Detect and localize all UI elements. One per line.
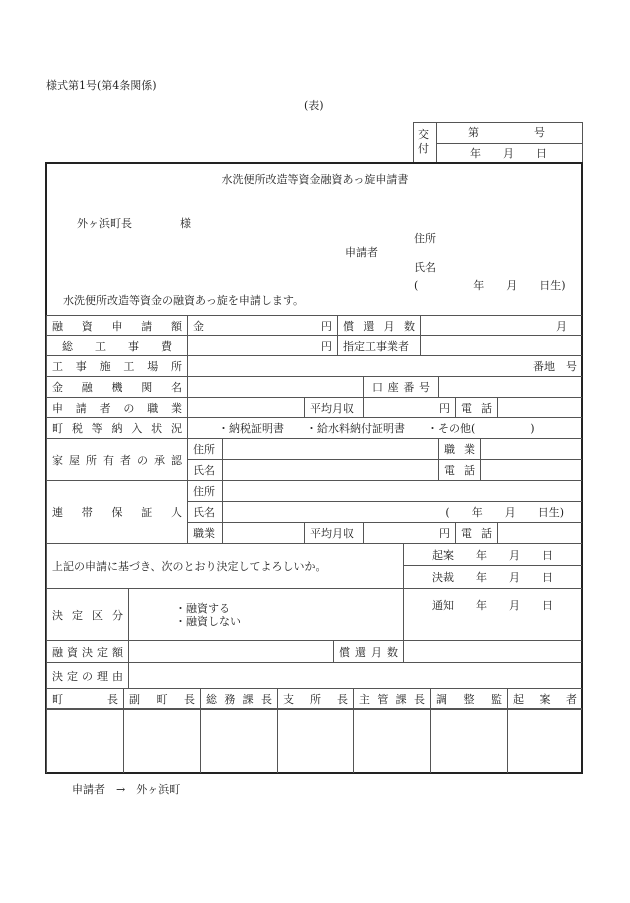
income-label: 平均月収 (304, 397, 363, 417)
repay-months-label: 償還月数 (337, 315, 420, 335)
loan-amount-field[interactable]: 金 円 (187, 315, 337, 335)
owner-address-label: 住所 (187, 438, 222, 459)
approver-header: 町長 (46, 688, 123, 708)
account-field[interactable] (438, 376, 582, 397)
approver-header: 主管課長 (353, 688, 430, 708)
phone-label: 電話 (455, 397, 497, 417)
tax-status-label: 町税等納入状況 (46, 417, 187, 438)
owner-approval-label: 家屋所有者の承認 (46, 438, 187, 480)
guarantor-address-field[interactable] (222, 480, 582, 501)
issue-number: 第 号 (468, 126, 545, 139)
approval-date: 決裁 年 月 日 (403, 565, 582, 588)
approver-seal-box[interactable] (507, 708, 582, 773)
approver-seal-box[interactable] (430, 708, 507, 773)
repay-months-field[interactable]: 月 (420, 315, 582, 335)
contractor-field[interactable] (420, 335, 582, 355)
owner-name-field[interactable] (222, 459, 438, 480)
bank-label: 金融機関名 (46, 376, 187, 397)
option-decline-loan[interactable]: ・融資しない (175, 614, 241, 628)
applicant-birth: ( 年 月 日生) (414, 279, 566, 292)
approver-seal-box[interactable] (200, 708, 277, 773)
decision-category-label: 決定区分 (46, 588, 128, 640)
tax-option-tax-cert[interactable]: ・納税証明書 (218, 422, 284, 435)
occupation-field[interactable] (187, 397, 304, 417)
contractor-label: 指定工事業者 (337, 335, 420, 355)
form-number: 様式第1号(第4条関係) (46, 79, 157, 92)
approver-header: 調整監 (430, 688, 507, 708)
applicant-address-label: 住所 (414, 232, 436, 245)
occupation-label: 申請者の職業 (46, 397, 187, 417)
guarantor-phone-field[interactable] (497, 522, 582, 543)
owner-job-field[interactable] (480, 438, 582, 459)
decision-reason-field[interactable] (128, 662, 582, 688)
site-field[interactable]: 番地 号 (187, 355, 582, 376)
loan-amount-label: 融資申請額 (46, 315, 187, 335)
guarantor-address-label: 住所 (187, 480, 222, 501)
form-title: 水洗便所改造等資金融資あっ旋申請書 (221, 173, 409, 186)
notice-date: 通知 年 月 日 (403, 588, 582, 640)
guarantor-income-label: 平均月収 (304, 522, 363, 543)
decision-text: 上記の申請に基づき、次のとおり決定してよろしいか。 (46, 543, 403, 588)
total-cost-field[interactable]: 円 (187, 335, 337, 355)
owner-address-field[interactable] (222, 438, 438, 459)
guarantor-name-label: 氏名 (187, 501, 222, 522)
issue-label: 交付 (418, 128, 429, 155)
option-approve-loan[interactable]: ・融資する (175, 601, 230, 615)
owner-phone-label: 電話 (438, 459, 480, 480)
tax-status-options (187, 417, 582, 438)
approver-header: 副町長 (123, 688, 200, 708)
guarantor-phone-label: 電話 (455, 522, 497, 543)
tax-option-other[interactable]: ・その他( ) (427, 422, 535, 435)
income-field[interactable]: 円 (363, 397, 455, 417)
approver-header: 起案者 (507, 688, 582, 708)
decision-repay-label: 償還月数 (333, 640, 403, 662)
guarantor-job-field[interactable] (222, 522, 304, 543)
total-cost-label: 総工事費 (46, 335, 187, 355)
addressee: 外ヶ浜町長 (77, 217, 132, 230)
owner-job-label: 職業 (438, 438, 480, 459)
decision-amount-field[interactable] (128, 640, 333, 662)
approver-seal-box[interactable] (123, 708, 200, 773)
site-label: 工事施工場所 (46, 355, 187, 376)
applicant-label: 申請者 (345, 246, 378, 259)
routing-note: 申請者 → 外ヶ浜町 (72, 783, 181, 796)
side-label: (表) (304, 99, 324, 112)
request-text: 水洗便所改造等資金の融資あっ旋を申請します。 (63, 294, 305, 307)
issue-date: 年 月 日 (470, 147, 547, 160)
guarantor-income-field[interactable]: 円 (363, 522, 455, 543)
approver-seal-box[interactable] (277, 708, 353, 773)
decision-reason-label: 決定の理由 (46, 662, 128, 688)
approver-seal-box[interactable] (353, 708, 430, 773)
owner-name-label: 氏名 (187, 459, 222, 480)
decision-repay-field[interactable] (403, 640, 582, 662)
guarantor-job-label: 職業 (187, 522, 222, 543)
draft-date: 起案 年 月 日 (403, 543, 582, 565)
approver-seal-box[interactable] (46, 708, 123, 773)
account-label: 口座番号 (363, 376, 438, 397)
phone-field[interactable] (497, 397, 582, 417)
honorific: 様 (180, 217, 191, 230)
decision-amount-label: 融資決定額 (46, 640, 128, 662)
bank-field[interactable] (187, 376, 363, 397)
owner-phone-field[interactable] (480, 459, 582, 480)
approver-header: 総務課長 (200, 688, 277, 708)
guarantor-label: 連帯保証人 (46, 480, 187, 543)
approver-header: 支所長 (277, 688, 353, 708)
tax-option-water-cert[interactable]: ・給水料納付証明書 (306, 422, 405, 435)
applicant-name-label: 氏名 (414, 261, 436, 274)
decision-options (128, 588, 403, 640)
guarantor-name-field[interactable]: ( 年 月 日生) (222, 501, 582, 522)
